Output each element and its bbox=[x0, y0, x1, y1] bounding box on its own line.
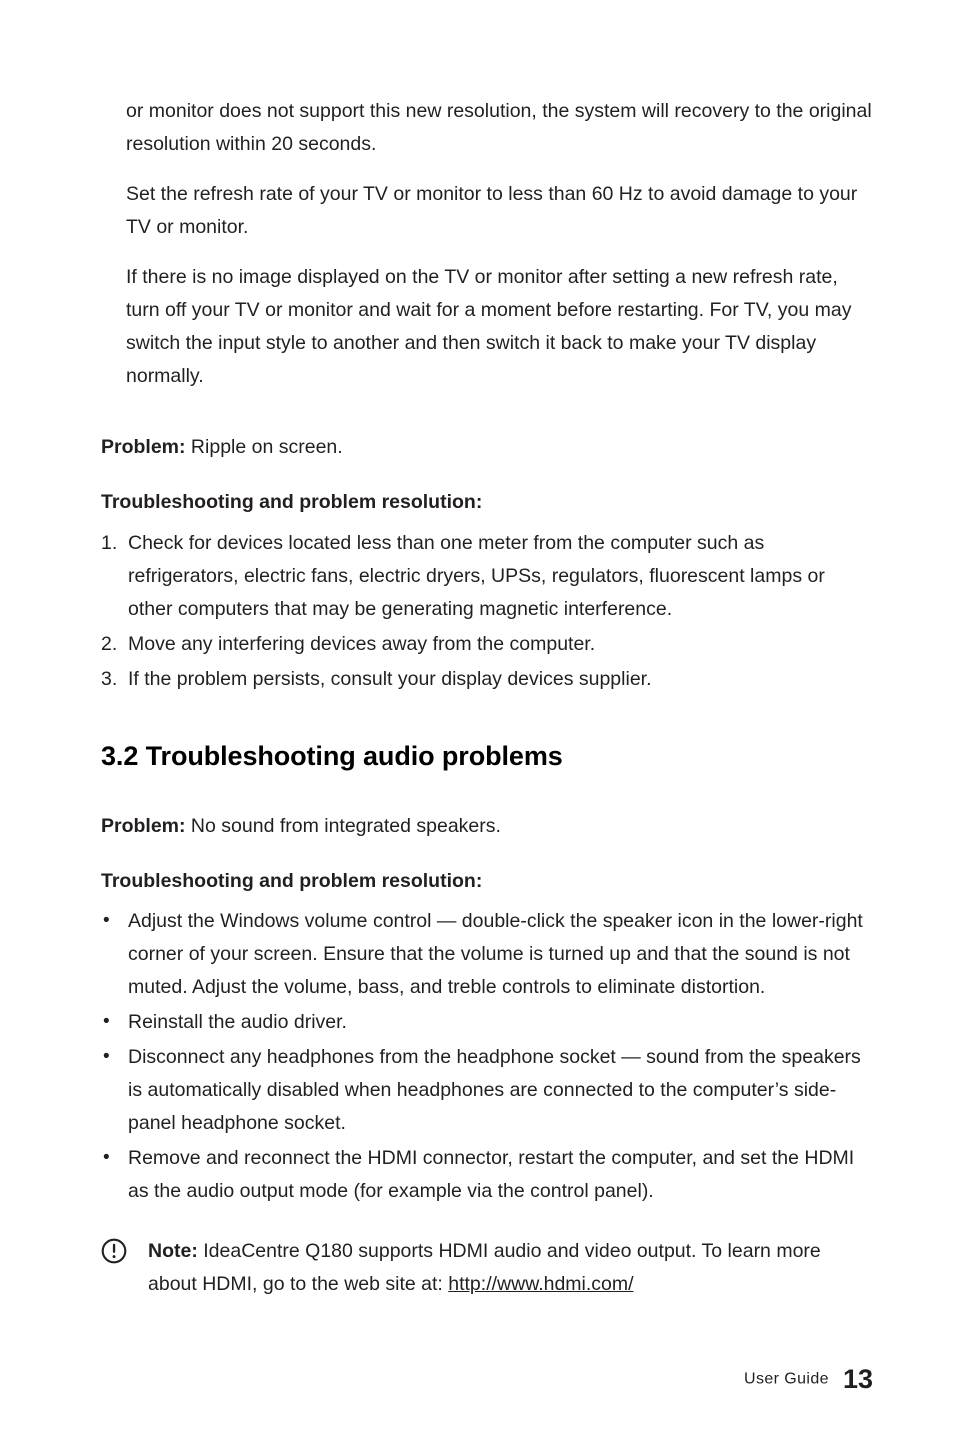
list-item bbox=[101, 1041, 873, 1140]
bullet-marker: • bbox=[103, 910, 110, 931]
list-text: Disconnect any headphones from the headphone socket — sound from the speakers is automatically disabled when headphones are connected to the computer’s side-panel headphone socket. bbox=[128, 1046, 861, 1134]
exclamation-circle-icon bbox=[101, 1238, 127, 1264]
list-text: Check for devices located less than one meter from the computer such as refrigerators, electric fans, electric dryers, UPSs, regulators, fluorescent lamps or other computers that may be generating magnetic interference. bbox=[128, 532, 825, 620]
problem-label-1-text: Ripple on screen. bbox=[185, 436, 343, 458]
note-text: IdeaCentre Q180 supports HDMI audio and video output. To learn more about HDMI, go to the web site at: bbox=[148, 1240, 821, 1295]
page-number: 13 bbox=[842, 1364, 873, 1394]
footer-label: User Guide bbox=[744, 1370, 829, 1388]
list-text: If the problem persists, consult your display devices supplier. bbox=[128, 668, 652, 690]
list-text: Remove and reconnect the HDMI connector, restart the computer, and set the HDMI as the audio output mode (for example via the control panel). bbox=[128, 1147, 855, 1202]
list-marker: 2. bbox=[101, 633, 118, 655]
list-marker: 3. bbox=[101, 668, 118, 690]
problem-label-2-bold: Problem: bbox=[101, 815, 186, 837]
note-block bbox=[101, 1235, 873, 1301]
list-item bbox=[101, 1142, 873, 1208]
list-item bbox=[101, 905, 873, 1004]
paragraph-2: Set the refresh rate of your TV or monitor to less than 60 Hz to avoid damage to your TV or monitor. bbox=[126, 183, 858, 238]
list-item bbox=[101, 1006, 873, 1039]
list-item bbox=[101, 527, 873, 626]
bullet-marker: • bbox=[103, 1147, 110, 1168]
list-item bbox=[101, 663, 873, 696]
problem-label-1 bbox=[101, 432, 873, 462]
numbered-list-1 bbox=[101, 527, 873, 696]
bullet-list bbox=[101, 905, 873, 1208]
list-marker: 1. bbox=[101, 532, 118, 554]
troubleshooting-heading-1: Troubleshooting and problem resolution: bbox=[101, 491, 483, 513]
page-footer bbox=[101, 1364, 873, 1395]
list-text: Reinstall the audio driver. bbox=[128, 1011, 347, 1033]
paragraph-1: or monitor does not support this new resolution, the system will recovery to the original resolution within 20 seconds. bbox=[126, 100, 872, 155]
troubleshooting-heading-2: Troubleshooting and problem resolution: bbox=[101, 870, 483, 892]
list-text: Move any interfering devices away from the computer. bbox=[128, 633, 596, 655]
note-label: Note: bbox=[148, 1240, 198, 1262]
hdmi-website-link[interactable]: http://www.hdmi.com/ bbox=[448, 1273, 634, 1295]
problem-label-2-text: No sound from integrated speakers. bbox=[185, 815, 501, 837]
paragraph-3: If there is no image displayed on the TV or monitor after setting a new refresh rate, turn off your TV or monitor and wait for a moment before restarting. For TV, you may switch the input style to another and then switch it back to make your TV display normally. bbox=[126, 266, 852, 387]
problem-label-2 bbox=[101, 811, 873, 841]
page-content bbox=[101, 95, 873, 1301]
bullet-marker: • bbox=[103, 1011, 110, 1032]
section-heading: 3.2 Troubleshooting audio problems bbox=[101, 741, 563, 771]
bullet-marker: • bbox=[103, 1046, 110, 1067]
list-item bbox=[101, 628, 873, 661]
list-text: Adjust the Windows volume control — double-click the speaker icon in the lower-right corner of your screen. Ensure that the volume is turned up and that the sound is not muted. Adjust the volume, bass, and treble controls to eliminate distortion. bbox=[128, 910, 863, 998]
problem-label-1-bold: Problem: bbox=[101, 436, 186, 458]
